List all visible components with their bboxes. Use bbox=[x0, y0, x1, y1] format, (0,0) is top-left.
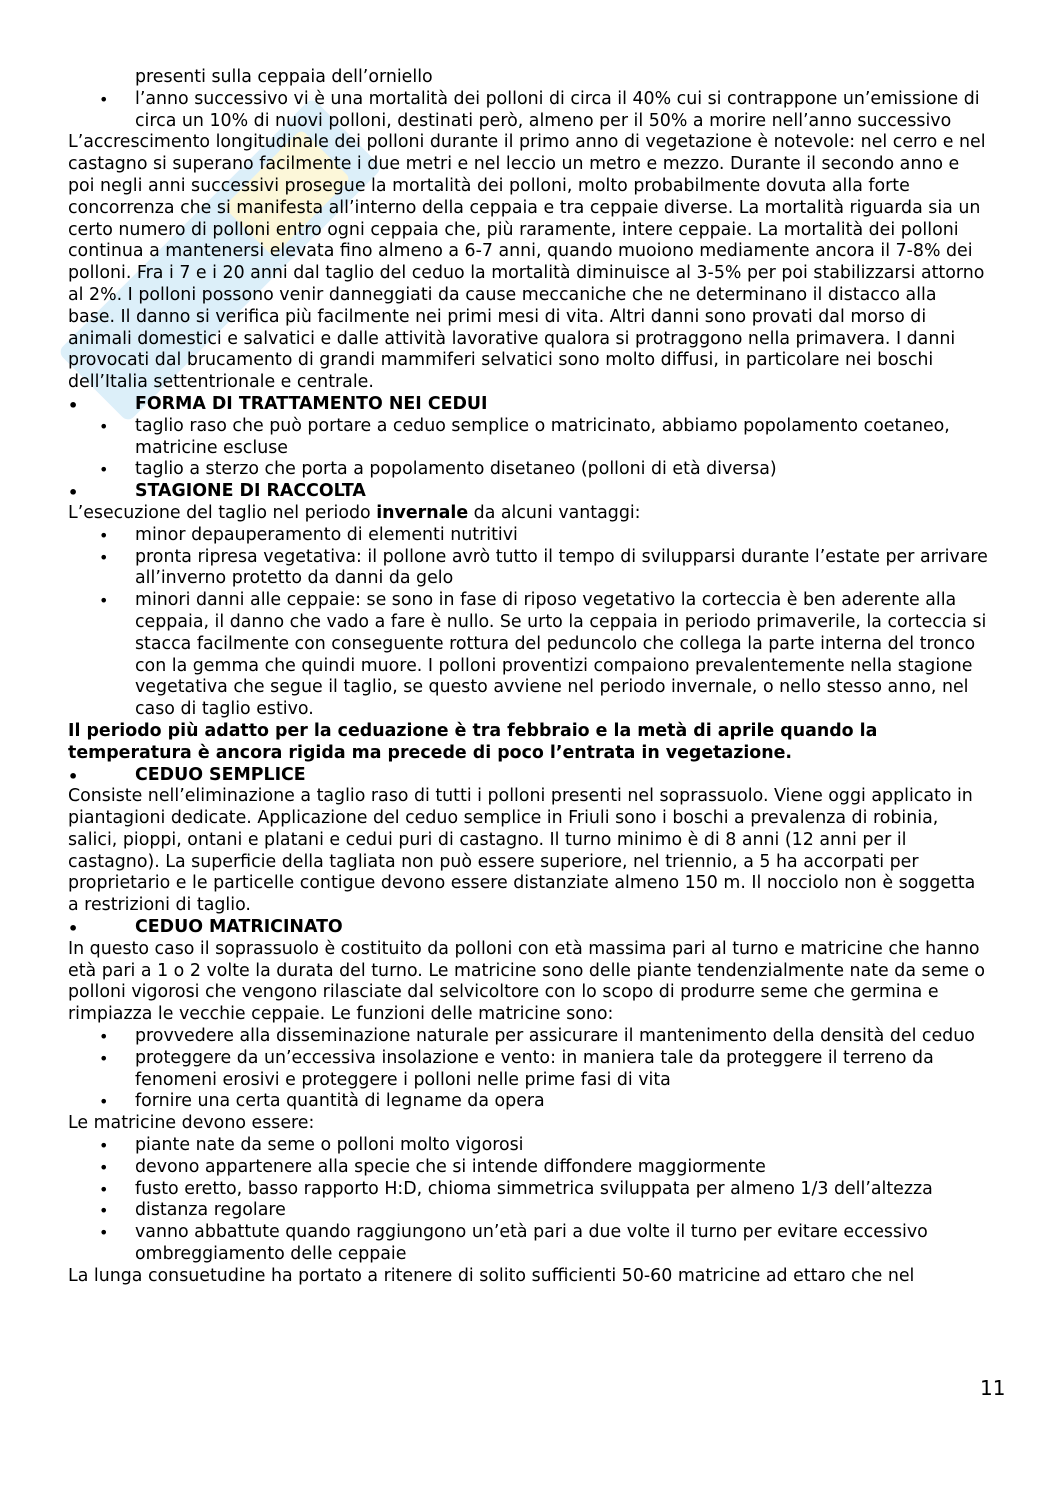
stagione-intro-tail: da alcuni vantaggi: bbox=[468, 502, 641, 523]
stagione-intro-bold: invernale bbox=[376, 502, 469, 523]
list-item: • vanno abbattute quando raggiungono un’età pari a due volte il turno per evitare eccessivo ombreggiamento delle ceppaie bbox=[68, 1222, 988, 1266]
list-item: • distanza regolare bbox=[68, 1200, 988, 1222]
closing-line: La lunga consuetudine ha portato a ritenere di solito sufficienti 50-60 matricine ad ettaro che nel bbox=[68, 1265, 915, 1286]
stagione-bullet-list bbox=[68, 525, 988, 721]
heading-ceduo-matricinato: • CEDUO MATRICINATO bbox=[68, 917, 988, 939]
requirements-intro: Le matricine devono essere: bbox=[68, 1113, 315, 1134]
stagione-intro-text: L’esecuzione del taglio nel periodo bbox=[68, 502, 377, 523]
list-item: • devono appartenere alla specie che si intende diffondere maggiormente bbox=[68, 1157, 988, 1179]
list-item: • l’anno successivo vi è una mortalità dei polloni di circa il 40% cui si contrappone un’emissione di circa un 10% di nuovi polloni, destinati però, almeno per il 50% a morire nell’anno successivo bbox=[68, 89, 988, 133]
list-item: • fusto eretto, basso rapporto H:D, chioma simmetrica sviluppata per almeno 1/3 dell’altezza bbox=[68, 1179, 988, 1201]
lead-bullet-list bbox=[68, 89, 988, 133]
list-item: • pronta ripresa vegetativa: il pollone avrò tutto il tempo di svilupparsi durante l’estate per arrivare all’inverno protetto da danni da gelo bbox=[68, 547, 988, 591]
list-item: • minor depauperamento di elementi nutritivi bbox=[68, 525, 988, 547]
list-item: • taglio raso che può portare a ceduo semplice o matricinato, abbiamo popolamento coetaneo, matricine escluse bbox=[68, 416, 988, 460]
paragraph-ceduo-semplice: Consiste nell’eliminazione a taglio raso di tutti i polloni presenti nel soprassuolo. Viene oggi applicato in piantagioni dedicate. Applicazione del ceduo semplice in Friuli sono i boschi a prevalenza di robinia, salici, pioppi, ontani e platani e cedui puri di castagno. Il turno minimo è di 8 anni (12 anni per il castagno). La superficie della tagliata non può essere superiore, nel triennio, a 5 ha accorpati per proprietario e le particelle contigue devono essere distanziate almeno 150 m. Il nocciolo non è soggetta a restrizioni di taglio. bbox=[68, 786, 976, 916]
list-item: • taglio a sterzo che porta a popolamento disetaneo (polloni di età diversa) bbox=[68, 459, 988, 481]
heading-forma-trattamento: • FORMA DI TRATTAMENTO NEI CEDUI bbox=[68, 394, 988, 416]
document-body bbox=[68, 67, 988, 1288]
heading-stagione-raccolta: • STAGIONE DI RACCOLTA bbox=[68, 481, 988, 503]
page-number: 11 bbox=[980, 1376, 1006, 1400]
stagione-intro bbox=[68, 503, 988, 525]
list-item: • proteggere da un’eccessiva insolazione e vento: in maniera tale da proteggere il terreno da fenomeni erosivi e proteggere i polloni nelle prime fasi di vita bbox=[68, 1048, 988, 1092]
list-item: • provvedere alla disseminazione naturale per assicurare il mantenimento della densità del ceduo bbox=[68, 1026, 988, 1048]
lead-fragment: presenti sulla ceppaia dell’orniello bbox=[135, 67, 433, 87]
list-item: • piante nate da seme o polloni molto vigorosi bbox=[68, 1135, 988, 1157]
list-item: • minori danni alle ceppaie: se sono in fase di riposo vegetativo la corteccia è ben aderente alla ceppaia, il danno che vado a fare è nullo. Se urto la ceppaia in periodo primaverile, la corteccia si stacca facilmente con conseguente rottura del peduncolo che collega la parte interna del tronco con la gemma che quindi muore. I polloni proventizi compaiono prevalentemente nella stagione vegetativa che segue il taglio, se questo avviene nel periodo invernale, o nello stesso anno, nel caso di taglio estivo. bbox=[68, 590, 988, 721]
paragraph-ceduo-matricinato: In questo caso il soprassuolo è costituito da polloni con età massima pari al turno e matricine che hanno età pari a 1 o 2 volte la durata del turno. Le matricine sono delle piante tendenzialmente nate da seme o polloni vigorosi che vengono rilasciate dal selvicoltore con lo scopo di produrre seme che germina e rimpiazza le vecchie ceppaie. Le funzioni delle matricine sono: bbox=[68, 938, 986, 1025]
matricine-functions-list bbox=[68, 1026, 988, 1113]
bold-statement: Il periodo più adatto per la ceduazione è tra febbraio e la metà di aprile quando la temperatura è ancora rigida ma precede di poco l’entrata in vegetazione. bbox=[68, 720, 878, 763]
list-item: • fornire una certa quantità di legname da opera bbox=[68, 1091, 988, 1113]
paragraph-growth: L’accrescimento longitudinale dei polloni durante il primo anno di vegetazione è notevole: nel cerro e nel castagno si superano facilmente i due metri e nel leccio un metro e mezzo. Durante il secondo anno e poi negli anni successivi prosegue la mortalità dei polloni, molto probabilmente dovuta alla forte concorrenza che si manifesta all’interno della ceppaia e tra ceppaie diverse. La mortalità riguarda sia un certo numero di polloni entro ogni ceppaia che, più raramente, intere ceppaie. La mortalità dei polloni continua a mantenersi elevata fino almeno a 6-7 anni, quando muoiono mediamente ancora il 7-8% dei polloni. Fra i 7 e i 20 anni dal taglio del ceduo la mortalità diminuisce al 3-5% per poi stabilizzarsi attorno al 2%. I polloni possono venir danneggiati da cause meccaniche che ne determinano il distacco alla base. Il danno si verifica più facilmente nei primi mesi di vita. Altri danni sono provati dal morso di animali domestici e salvatici e dalle attività lavorative qualora si protraggono nella primavera. I danni provocati dal brucamento di grandi mammiferi selvatici sono molto diffusi, in particolare nei boschi dell’Italia settentrionale e centrale. bbox=[68, 132, 986, 393]
forma-bullet-list bbox=[68, 416, 988, 481]
heading-ceduo-semplice: • CEDUO SEMPLICE bbox=[68, 765, 988, 787]
matricine-requirements-list bbox=[68, 1135, 988, 1266]
